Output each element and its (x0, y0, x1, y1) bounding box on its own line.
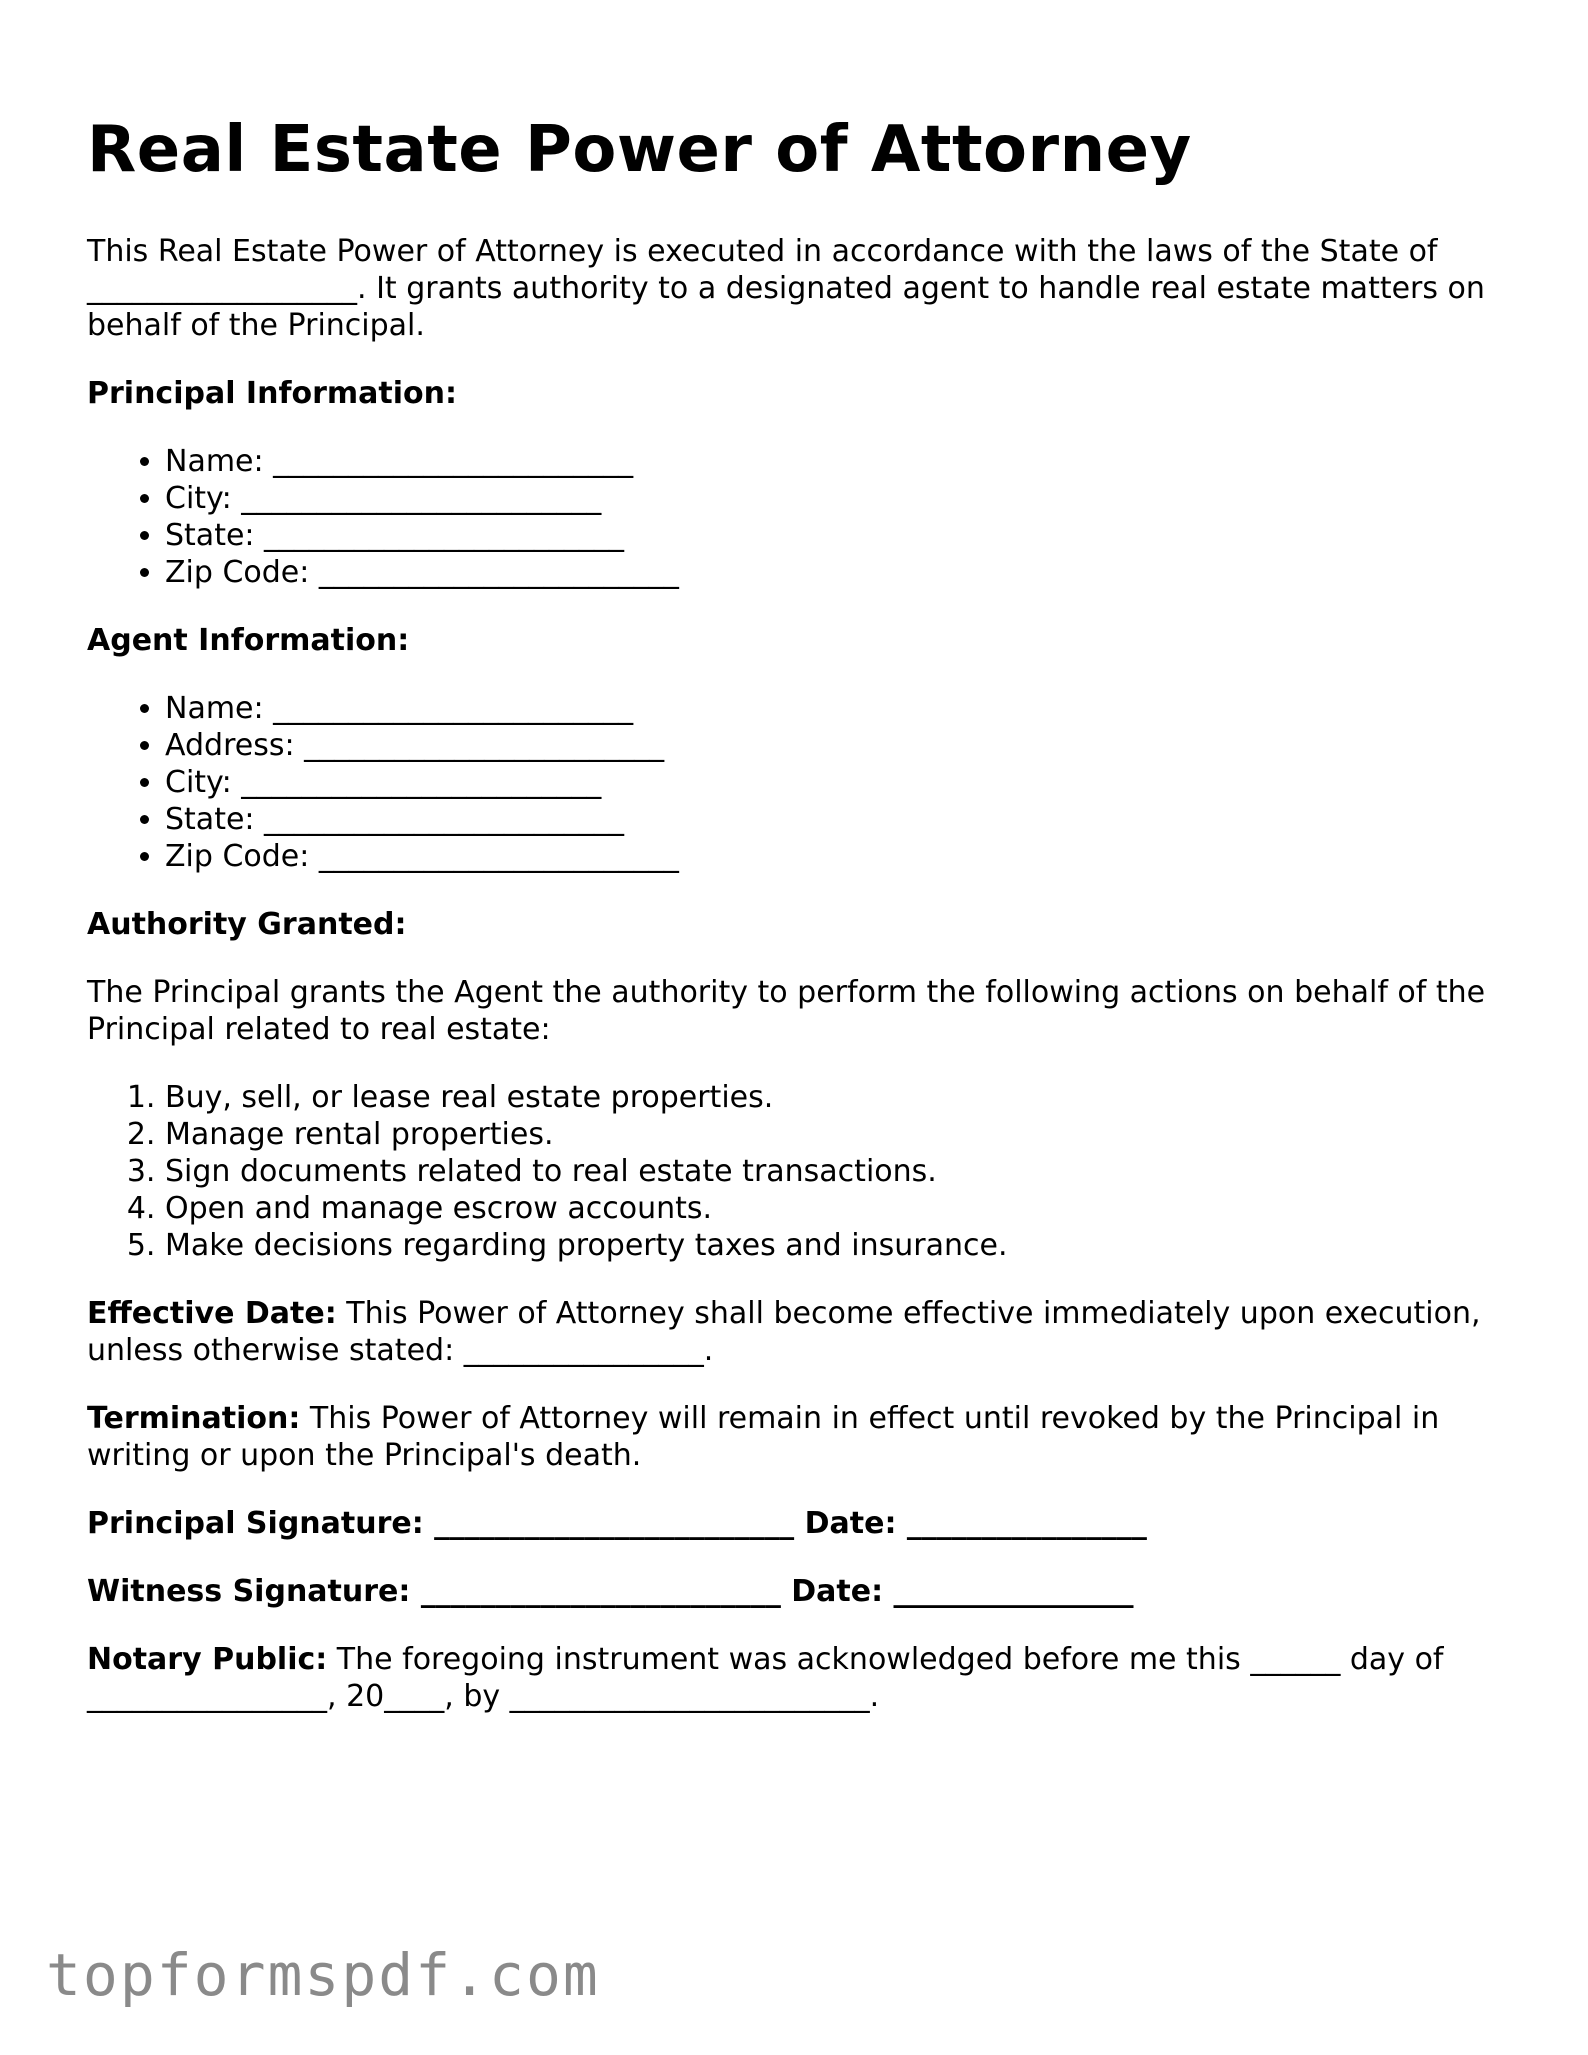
effective-date-label: Effective Date: (87, 1296, 337, 1331)
intro-paragraph: This Real Estate Power of Attorney is executed in accordance with the laws of the State of __________________. It grants authority to a designated agent to handle real estate matters on behalf of the Principal. (87, 234, 1485, 343)
document-page (87, 105, 1507, 1746)
notary-paragraph (87, 1641, 1507, 1715)
principal-state-field: • State: ________________________ (165, 517, 1507, 554)
authority-item: 3. Sign documents related to real estate transactions. (165, 1153, 1507, 1190)
termination-paragraph (87, 1400, 1507, 1474)
authority-item: 4. Open and manage escrow accounts. (165, 1190, 1507, 1227)
agent-zip-field: • Zip Code: ________________________ (165, 838, 1507, 875)
principal-fields-list (87, 443, 1507, 591)
watermark-text: topformspdf.com (46, 1941, 600, 2009)
principal-name-field: • Name: ________________________ (165, 443, 1507, 480)
principal-zip-field: • Zip Code: ________________________ (165, 554, 1507, 591)
document-title: Real Estate Power of Attorney (87, 113, 1192, 187)
effective-date-paragraph (87, 1295, 1507, 1369)
agent-fields-list (87, 690, 1507, 875)
authority-item: 5. Make decisions regarding property taxes and insurance. (165, 1227, 1507, 1264)
agent-heading: Agent Information: (87, 623, 410, 658)
effective-date-text: This Power of Attorney shall become effective immediately upon execution, unless otherwise stated: ________________. (87, 1296, 1481, 1368)
agent-city-field: • City: ________________________ (165, 764, 1507, 801)
authority-list (87, 1079, 1507, 1264)
termination-text: This Power of Attorney will remain in effect until revoked by the Principal in writing or upon the Principal's death. (87, 1401, 1440, 1473)
termination-label: Termination: (87, 1401, 301, 1436)
notary-label: Notary Public: (87, 1642, 328, 1677)
principal-signature-line: Principal Signature: ________________________ Date: ________________ (87, 1506, 1147, 1541)
agent-name-field: • Name: ________________________ (165, 690, 1507, 727)
notary-text: The foregoing instrument was acknowledged before me this ______ day of ________________, 20____, by ________________________. (87, 1642, 1444, 1714)
authority-intro: The Principal grants the Agent the authority to perform the following actions on behalf of the Principal related to real estate: (87, 975, 1486, 1047)
principal-city-field: • City: ________________________ (165, 480, 1507, 517)
agent-address-field: • Address: ________________________ (165, 727, 1507, 764)
authority-item: 1. Buy, sell, or lease real estate properties. (165, 1079, 1507, 1116)
agent-state-field: • State: ________________________ (165, 801, 1507, 838)
witness-signature-line: Witness Signature: ________________________ Date: ________________ (87, 1574, 1134, 1609)
authority-item: 2. Manage rental properties. (165, 1116, 1507, 1153)
principal-heading: Principal Information: (87, 376, 458, 411)
authority-heading: Authority Granted: (87, 907, 407, 942)
